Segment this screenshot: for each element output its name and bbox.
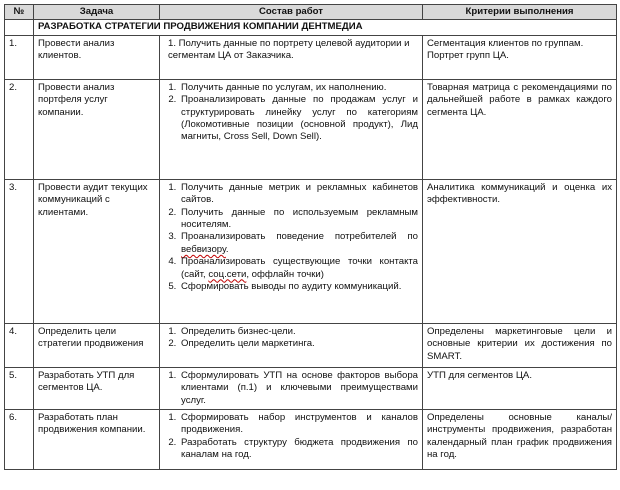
row-num: 2. (5, 79, 34, 179)
work-item: 1. Получить данные по услугам, их наполнению. (179, 82, 418, 94)
header-criteria: Критерии выполнения (423, 5, 617, 20)
row-num: 5. (5, 367, 34, 409)
table-row (5, 179, 617, 323)
table-row (5, 35, 617, 79)
work-item: 5. Сформировать выводы по аудиту коммуникаций. (179, 281, 418, 293)
work-item: 1. Сформулировать УТП на основе факторов выбора клиентами (п.1) и ключевыми преимуществами услуг. (179, 370, 418, 407)
row-num: 4. (5, 323, 34, 367)
header-task: Задача (34, 5, 160, 20)
row-work (160, 79, 423, 179)
row-task: Провести аудит текущих коммуникаций с клиентами. (34, 179, 160, 323)
table-row (5, 367, 617, 409)
row-work (160, 35, 423, 79)
row-task: Определить цели стратегии продвижения (34, 323, 160, 367)
row-work (160, 410, 423, 470)
table-row (5, 79, 617, 179)
section-title: РАЗРАБОТКА СТРАТЕГИИ ПРОДВИЖЕНИЯ КОМПАНИИ ДЕНТМЕДИА (34, 20, 617, 35)
row-work (160, 323, 423, 367)
row-work (160, 179, 423, 323)
row-task: Провести анализ портфеля услуг компании. (34, 79, 160, 179)
row-criteria: Аналитика коммуникаций и оценка их эффективности. (423, 179, 617, 323)
table-row (5, 410, 617, 470)
work-item: 2. Разработать структуру бюджета продвижения по каналам на год. (179, 437, 418, 462)
strategy-table (4, 4, 617, 470)
row-criteria: УТП для сегментов ЦА. (423, 367, 617, 409)
work-item: 1. Сформировать набор инструментов и каналов продвижения. (179, 412, 418, 437)
work-item: 2. Определить цели маркетинга. (179, 338, 418, 350)
work-item: 1. Получить данные метрик и рекламных кабинетов сайтов. (179, 182, 418, 207)
row-criteria: Сегментация клиентов по группам. Портрет групп ЦА. (423, 35, 617, 79)
row-criteria: Определены маркетинговые цели и основные критерии их достижения по SMART. (423, 323, 617, 367)
row-criteria: Товарная матрица с рекомендациями по дальнейшей работе в рамках каждого сегмента ЦА. (423, 79, 617, 179)
work-item: 2. Получить данные по используемым рекламным носителям. (179, 207, 418, 232)
header-row (5, 5, 617, 20)
section-title-row (5, 20, 617, 35)
header-work: Состав работ (160, 5, 423, 20)
row-task: Разработать план продвижения компании. (34, 410, 160, 470)
work-item: 4. Проанализировать существующие точки контакта (сайт, соц.сети, оффлайн точки) (179, 256, 418, 281)
work-item: 1. Определить бизнес-цели. (179, 326, 418, 338)
row-num: 6. (5, 410, 34, 470)
header-num: № (5, 5, 34, 20)
table-row (5, 323, 617, 367)
row-task: Разработать УТП для сегментов ЦА. (34, 367, 160, 409)
row-num: 1. (5, 35, 34, 79)
work-item: 1. Получить данные по портрету целевой аудитории и сегментам ЦА от Заказчика. (168, 37, 410, 62)
row-task: Провести анализ клиентов. (34, 35, 160, 79)
row-work (160, 367, 423, 409)
row-num: 3. (5, 179, 34, 323)
row-criteria: Определены основные каналы/инструменты продвижения, разработан календарный план график продвижения на год. (423, 410, 617, 470)
work-item: 2. Проанализировать данные по продажам услуг и структурировать линейку услуг по категориям (Локомотивные позиции (основной продукт), Лид магниты, Cross Sell, Down Sell). (179, 94, 418, 144)
work-item: 3. Проанализировать поведение потребителей по вебвизору. (179, 231, 418, 256)
